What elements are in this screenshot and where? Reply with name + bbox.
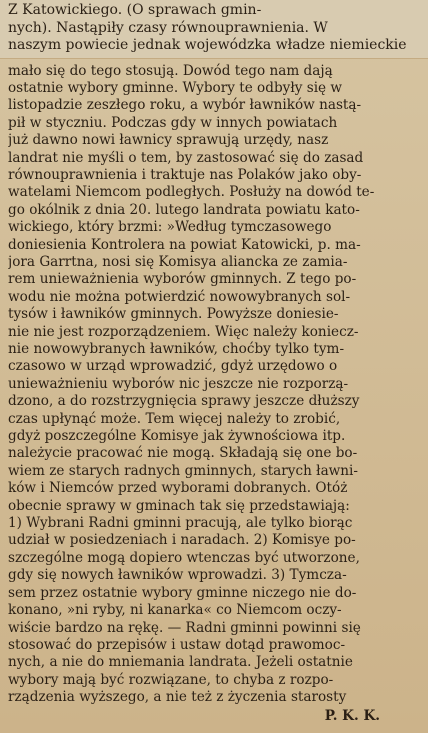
article-header — [0, 0, 428, 59]
header-line: nych). Nastąpiły czasy równouprawnienia. W — [8, 19, 328, 36]
header-line: naszym powiecie jednak wojewódzka władze niemieckie — [8, 37, 407, 53]
text-line: 1) Wybrani Radni gminni pracują, ale tylko biorąc — [8, 515, 353, 532]
text-line: dzono, a do rozstrzygnięcia sprawy jeszcze dłuższy — [8, 393, 360, 410]
text-line: ostatnie wybory gminne. Wybory te odbyły się w — [8, 79, 343, 96]
text-line: gdyż poszczególne Komisye jak żywnościowa itp. — [8, 428, 346, 445]
text-line: wiem ze starych radnych gminnych, starych ławni- — [8, 462, 358, 479]
text-line: mało się do tego stosują. Dowód tego nam dają — [8, 62, 333, 79]
text-line: go okólnik z dnia 20. lutego landrata powiatu kato- — [8, 201, 360, 218]
text-line: szczególne mogą dopiero wtenczas być utworzone, — [8, 549, 360, 566]
text-line: listopadzie zeszłego roku, a wybór ławników nastą- — [8, 97, 362, 114]
text-line: nych, a nie do mniemania landrata. Jeżeli ostatnie — [8, 654, 353, 671]
text-line: jora Garrtna, nosi się Komisya aliancka ze zamia- — [8, 253, 348, 270]
text-line: wodu nie można potwierdzić nowowybranych sol- — [8, 288, 351, 305]
header-line: Z Katowickiego. (O sprawach gmin- — [8, 2, 262, 18]
text-line: konano, »ni ryby, ni kanarka« co Niemcom oczy- — [8, 602, 342, 619]
text-line: sem przez ostatnie wybory gminne niczego nie do- — [8, 584, 357, 601]
text-line: watelami Niemcom podległych. Posłuży na dowód te- — [8, 184, 375, 201]
text-line: wickiego, który brzmi: »Według tymczasowego — [8, 219, 332, 236]
text-line: nie nie jest rozporządzeniem. Więc należy koniecz- — [8, 323, 359, 340]
text-line: stosować do przepisów i ustaw dotąd prawomoc- — [8, 636, 346, 653]
text-line: nie nowowybranych ławników, choćby tylko tym- — [8, 341, 345, 357]
text-line: równouprawnienia i traktuje nas Polaków jako oby- — [8, 166, 362, 183]
text-line: już dawno nowi ławnicy sprawują urzędy, nasz — [8, 132, 329, 149]
text-line: landrat nie myśli o tem, by zastosować się do zasad — [8, 149, 364, 166]
text-line: gdy się nowych ławników wprowadzi. 3) Tymcza- — [8, 567, 347, 584]
text-line: unieważnieniu wyborów nic jeszcze nie rozporzą- — [8, 375, 349, 392]
text-line: należycie pracować nie mogą. Składają się one bo- — [8, 445, 358, 462]
text-line: ków i Niemców przed wyborami dobranych. Otóż — [8, 480, 348, 497]
text-line: rem unieważnienia wyborów gminnych. Z tego po- — [8, 271, 357, 288]
text-line: obecnie sprawy w gminach tak się przedstawiają: — [8, 497, 350, 514]
text-line: wiście bardzo na rękę. — Radni gminni powinni się — [8, 619, 361, 636]
text-line: czasowo w urząd wprowadzić, gdyż urzędowo o — [8, 358, 338, 375]
text-line: doniesienia Kontrolera na powiat Katowicki, p. ma- — [8, 236, 361, 253]
text-line: wybory mają być rozwiązane, to chyba z rozpo- — [8, 671, 334, 688]
author-signature: P. K. K. — [324, 707, 380, 724]
text-line: tysów i ławników gminnych. Powyższe doniesie- — [8, 306, 339, 323]
article-body — [0, 59, 428, 725]
text-line: udział w posiedzeniach i naradach. 2) Komisye po- — [8, 532, 356, 549]
text-line: czas upłynąć może. Tem więcej należy to zrobić, — [8, 410, 341, 427]
text-line: rządzenia wyższego, a nie też z życzenia starosty — [8, 689, 347, 706]
text-line: pił w styczniu. Podczas gdy w innych powiatach — [8, 114, 338, 131]
